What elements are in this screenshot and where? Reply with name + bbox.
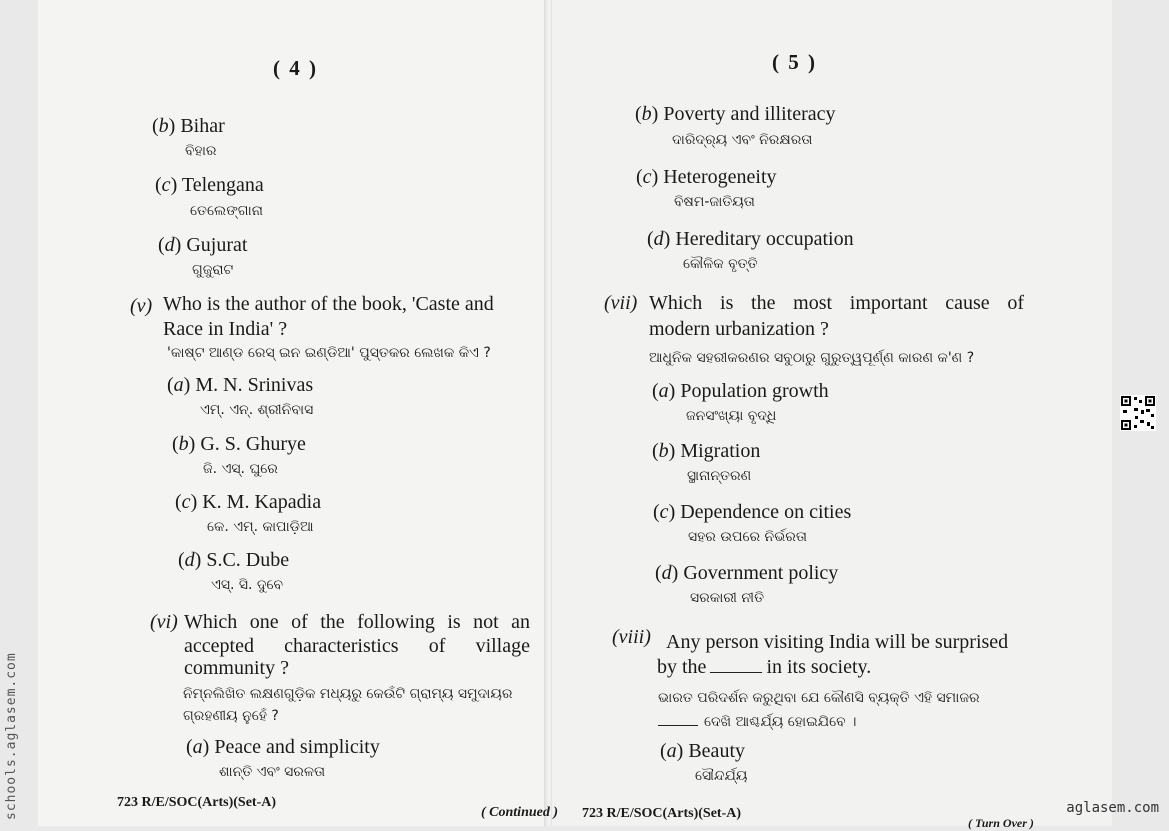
q8-option-a: (a) Beauty <box>660 740 745 762</box>
q6-option-a: (a) Peace and simplicity <box>186 736 380 758</box>
q4-option-d: (d) Gujurat <box>158 234 248 256</box>
q5-option-c-odia: କେ. ଏମ୍. କାପାଡ଼ିଆ <box>207 519 314 535</box>
q8-blank <box>710 672 762 673</box>
q6-option-c: (c) Heterogeneity <box>636 166 777 188</box>
q7-option-d: (d) Government policy <box>655 562 839 584</box>
q6-odia-line2: ଗ୍ରହଣୀୟ ନୁହେଁ ? <box>183 708 279 724</box>
q7-option-c-odia: ସହର ଉପରେ ନିର୍ଭରତା <box>688 529 807 545</box>
q7-odia: ଆଧୁନିକ ସହରୀକରଣର ସବୁଠାରୁ ଗୁରୁତ୍ୱପୂର୍ଣ୍ଣ କାରଣ କ'ଣ ? <box>649 350 975 366</box>
page-number-right: ( 5 ) <box>772 50 817 74</box>
q6-option-b-odia: ଦାରିଦ୍ର୍ୟ ଏବଂ ନିରକ୍ଷରତା <box>672 132 813 148</box>
q5-line1: Who is the author of the book, 'Caste and <box>163 293 494 315</box>
q5-number: (v) <box>130 295 153 317</box>
q6-line3: community ? <box>184 657 289 679</box>
watermark-bottom-right: aglasem.com <box>1066 800 1159 816</box>
q6-odia-line1: ନିମ୍ନଲିଖିତ ଲକ୍ଷଣଗୁଡ଼ିକ ମଧ୍ୟରୁ କେଉଁଟି ଗ୍ରାମ୍ୟ ସମୁଦାୟର <box>183 686 513 702</box>
q5-line2: Race in India' ? <box>163 318 288 340</box>
q8-odia-line1: ଭାରତ ପରିଦର୍ଶନ କରୁଥିବା ଯେ କୌଣସି ବ୍ୟକ୍ତି ଏହି ସମାଜର <box>658 690 980 706</box>
q7-option-a: (a) Population growth <box>652 380 829 402</box>
q8-odia-line2: ଦେଖି ଆଶ୍ଚର୍ଯ୍ୟ ହୋଇଯିବେ । <box>658 714 856 730</box>
q5-option-b-odia: ଜି. ଏସ୍. ଘୁରେ <box>203 461 278 477</box>
q4-option-d-odia: ଗୁଜୁରାଟ <box>192 262 234 278</box>
q6-option-d-odia: କୌଳିକ ବୃତ୍ତି <box>683 256 758 272</box>
page-number-left: ( 4 ) <box>273 56 318 80</box>
q6-option-b: (b) Poverty and illiteracy <box>635 103 836 125</box>
q8-line2: by the in its society. <box>657 656 872 678</box>
q7-option-b: (b) Migration <box>652 440 761 462</box>
q5-option-c: (c) K. M. Kapadia <box>175 491 322 513</box>
q7-option-d-odia: ସରକାରୀ ନୀତି <box>690 590 765 606</box>
q5-option-d-odia: ଏସ୍. ସି. ଦୁବେ <box>211 577 284 593</box>
footer-code-right: 723 R/E/SOC(Arts)(Set-A) <box>582 806 742 821</box>
footer-code-left: 723 R/E/SOC(Arts)(Set-A) <box>117 795 277 810</box>
q5-option-a: (a) M. N. Srinivas <box>167 374 314 396</box>
q5-option-d: (d) S.C. Dube <box>178 549 290 571</box>
q4-option-b-odia: ବିହାର <box>185 143 217 159</box>
q6-line1: Which one of the following is not an <box>184 611 530 633</box>
footer-turn-over: ( Turn Over ) <box>968 816 1034 830</box>
q5-option-a-odia: ଏମ୍. ଏନ୍. ଶ୍ରୀନିବାସ <box>200 402 314 418</box>
q8-line1: Any person visiting India will be surprised <box>666 631 1009 653</box>
q4-option-c-odia: ତେଲେଙ୍ଗାନା <box>190 203 263 219</box>
q8-option-a-odia: ସୌନ୍ଦର୍ଯ୍ୟ <box>695 768 748 784</box>
q7-number: (vii) <box>604 292 638 314</box>
q7-option-c: (c) Dependence on cities <box>653 501 852 523</box>
q6-option-c-odia: ବିଷମ-ଜାତିୟତା <box>674 194 755 210</box>
footer-continued: ( Continued ) <box>481 805 559 820</box>
q4-option-c: (c) Telengana <box>155 174 264 196</box>
q4-option-b: (b) Bihar <box>152 115 225 137</box>
q7-line1: Which is the most important cause of <box>649 292 1024 314</box>
q6-number: (vi) <box>150 611 178 633</box>
q6-line2: accepted characteristics of village <box>184 635 530 657</box>
q8-odia-blank <box>658 725 698 726</box>
qr-code-icon <box>1120 395 1156 431</box>
q6-option-a-odia: ଶାନ୍ତି ଏବଂ ସରଳତା <box>219 764 326 780</box>
q8-number: (viii) <box>612 626 651 648</box>
q7-option-b-odia: ସ୍ଥାନାନ୍ତରଣ <box>687 468 752 484</box>
q7-line2: modern urbanization ? <box>649 318 829 340</box>
q7-option-a-odia: ଜନସଂଖ୍ୟା ବୃଦ୍ଧି <box>686 408 777 424</box>
q5-option-b: (b) G. S. Ghurye <box>172 433 306 455</box>
q5-odia: 'କାଷ୍ଟ ଆଣ୍ଡ ରେସ୍ ଇନ ଇଣ୍ଡିଆ' ପୁସ୍ତକର ଲେଖକ କିଏ ? <box>167 345 491 361</box>
watermark-side: schools.aglasem.com <box>4 652 19 820</box>
q6-option-d: (d) Hereditary occupation <box>647 228 854 250</box>
